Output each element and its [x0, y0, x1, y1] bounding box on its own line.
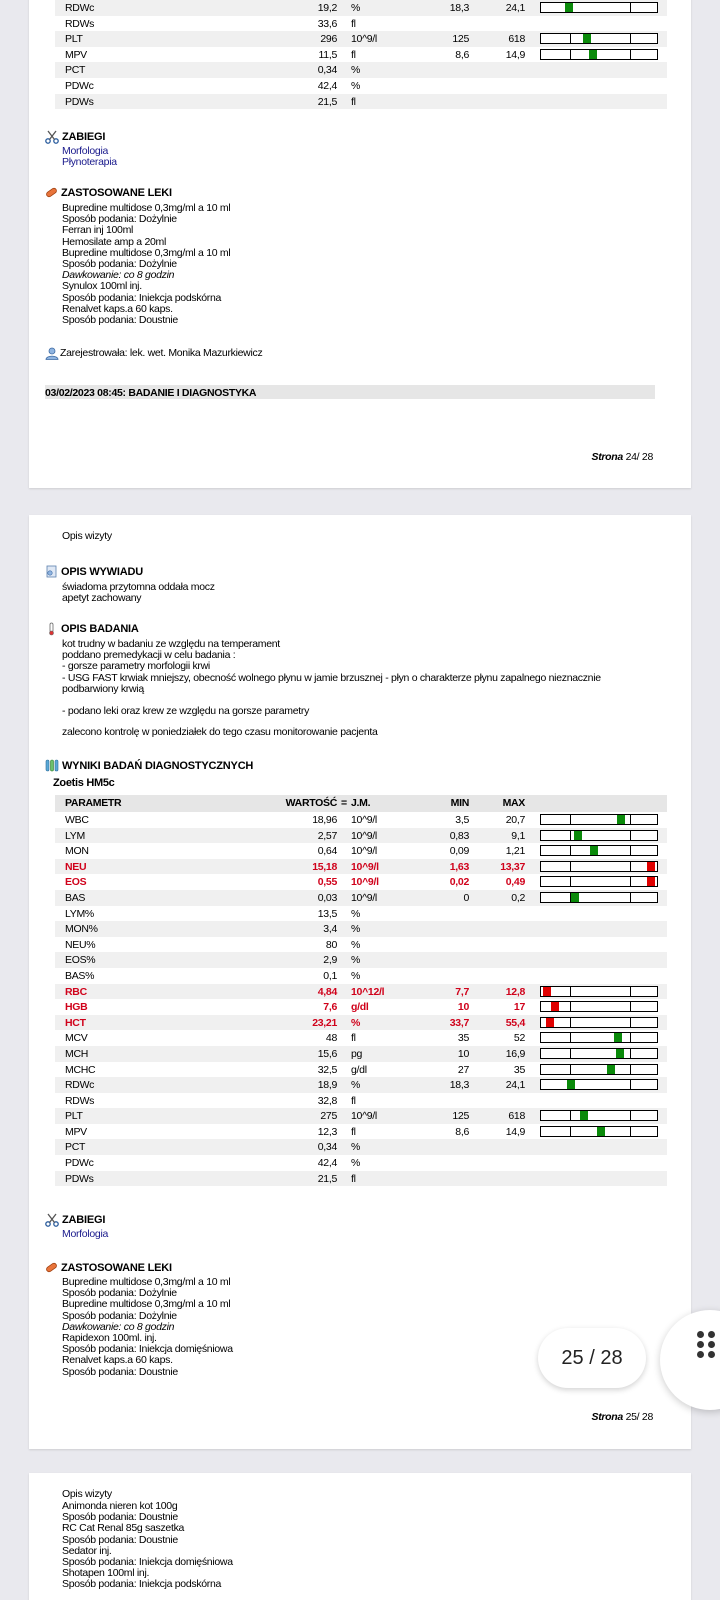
param-max: 52: [513, 1032, 525, 1045]
text-line: Sposób podania: Doustnie: [62, 1533, 178, 1546]
table-row: [55, 78, 667, 94]
range-bar: [540, 1032, 658, 1043]
param-unit: %: [351, 923, 361, 936]
param-max: 17: [513, 1001, 525, 1014]
param-unit: fl: [351, 1032, 356, 1045]
param-unit: pg: [351, 1047, 363, 1060]
param-max: 24,1: [505, 1079, 525, 1092]
text-line: poddano premedykacji w celu badania :: [62, 649, 236, 662]
scissors-icon: [45, 130, 59, 144]
param-unit: fl: [351, 48, 356, 61]
range-marker: [614, 1033, 622, 1042]
param-max: 20,7: [505, 814, 525, 826]
range-marker: [583, 34, 591, 43]
table-row: [55, 843, 667, 859]
text-line: Animonda nieren kot 100g: [62, 1500, 178, 1512]
range-bar: [540, 876, 658, 887]
range-bar: [540, 1064, 658, 1075]
param-unit: fl: [351, 1172, 356, 1185]
param-max: 12,8: [505, 985, 525, 998]
text-line: Sposób podania: Doustnie: [62, 314, 178, 327]
param-unit: g/dl: [351, 1001, 369, 1014]
badania-heading: [45, 622, 139, 636]
param-unit: 10^9/l: [351, 829, 377, 842]
param-unit: %: [351, 1141, 361, 1154]
range-bar: [540, 830, 658, 841]
param-name: HGB: [65, 1001, 88, 1014]
wyniki-title: WYNIKI BADAŃ DIAGNOSTYCZNYCH: [62, 760, 254, 772]
param-name: HCT: [65, 1016, 86, 1029]
page-number-value: 25/ 28: [625, 1411, 653, 1423]
table-row: [55, 874, 667, 890]
range-marker: [580, 1111, 588, 1120]
param-min: 35: [457, 1032, 469, 1045]
visit-description-title: Opis wizyty: [62, 1488, 112, 1500]
param-unit: fl: [351, 1125, 356, 1138]
param-name: MCV: [65, 1032, 88, 1045]
param-min: 33,7: [449, 1016, 469, 1029]
param-value: 0,34: [317, 64, 337, 77]
param-max: 24,1: [505, 2, 525, 14]
zabiegi-title: ZABIEGI: [62, 1214, 106, 1226]
param-name: MCH: [65, 1047, 89, 1060]
badania-title: OPIS BADANIA: [61, 623, 139, 635]
param-name: RDWs: [65, 17, 95, 30]
param-name: MCHC: [65, 1063, 96, 1076]
param-name: MON: [65, 845, 89, 858]
param-max: 618: [508, 33, 525, 46]
param-value: 296: [320, 33, 337, 46]
param-name: RDWc: [65, 1079, 95, 1092]
param-min: 10: [457, 1047, 469, 1060]
param-name: BAS: [65, 891, 86, 904]
range-marker: [543, 987, 551, 996]
param-name: MPV: [65, 48, 87, 61]
zabiegi-item: Morfologia: [62, 1228, 109, 1240]
table-header: [55, 795, 667, 812]
param-unit: 10^9/l: [351, 860, 379, 873]
table-row: [55, 828, 667, 844]
text-line: Sedator inj.: [62, 1544, 112, 1557]
param-min: 8,6: [455, 1125, 469, 1138]
page-number: [592, 452, 654, 463]
param-max: 9,1: [511, 829, 525, 842]
wywiad-line: apetyt zachowany: [62, 592, 142, 604]
header-parametr: PARAMETR: [65, 797, 122, 809]
table-row: [55, 1093, 667, 1109]
visit-date-header: [45, 385, 655, 399]
table-row: [55, 968, 667, 984]
text-line: - USG FAST krwiak mniejszy, obecność wolnego płynu w jamie brzusznej - płyn o charakterze płynu zapalnego nieznacznie: [62, 671, 601, 684]
text-line: Ferran inj 100ml: [62, 224, 134, 237]
page3-lines: [62, 1501, 233, 1591]
range-bar: [540, 1126, 658, 1137]
param-name: PDWs: [65, 1172, 94, 1185]
param-value: 42,4: [317, 1157, 337, 1170]
param-name: PDWc: [65, 1157, 94, 1170]
document-page-24: [29, 0, 691, 488]
table-row: [55, 890, 667, 906]
leki-title: ZASTOSOWANE LEKI: [61, 1261, 172, 1274]
visit-description-title: Opis wizyty: [62, 530, 112, 542]
table-row: [55, 952, 667, 968]
text-line: - gorsze parametry morfologii krwi: [62, 660, 210, 673]
param-unit: %: [351, 954, 361, 967]
zabiegi-heading: [45, 130, 105, 144]
results-table: [55, 795, 667, 1186]
text-line: Bupredine multidose 0,3mg/ml a 10 ml: [62, 1276, 231, 1288]
text-line: Sposób podania: Iniekcja podskórna: [62, 291, 222, 304]
table-row: [55, 999, 667, 1015]
leki-list: [62, 203, 230, 326]
table-row: [55, 1124, 667, 1140]
param-max: 16,9: [505, 1047, 525, 1060]
text-line: RC Cat Renal 85g saszetka: [62, 1522, 185, 1535]
table-row: [55, 31, 667, 47]
table-row: [55, 0, 667, 16]
range-bar: [540, 1001, 658, 1012]
range-bar: [540, 1048, 658, 1059]
param-value: 12,3: [317, 1125, 337, 1138]
table-row: [55, 47, 667, 63]
visit-date-text: 03/02/2023 08:45: BADANIE I DIAGNOSTYKA: [45, 387, 257, 399]
header-wartosc: WARTOŚĆ: [285, 797, 337, 809]
range-marker: [565, 3, 573, 12]
param-value: 0,1: [323, 969, 337, 982]
range-bar: [540, 2, 658, 13]
text-line: Shotapen 100ml inj.: [62, 1567, 150, 1580]
pill-icon: [45, 186, 58, 199]
zabiegi-heading: [45, 1213, 105, 1227]
param-name: WBC: [65, 814, 89, 826]
table-row: [55, 1015, 667, 1031]
param-value: 2,9: [323, 954, 337, 967]
param-max: 14,9: [505, 1125, 525, 1138]
param-min: 27: [457, 1063, 469, 1076]
param-name: RBC: [65, 985, 87, 998]
header-jm: J.M.: [351, 797, 371, 809]
text-line: Renalvet kaps.a 60 kaps.: [62, 302, 173, 315]
range-marker: [571, 893, 579, 902]
text-line: Sposób podania: Doustnie: [62, 1365, 178, 1378]
text-line: Sposób podania: Dożylnie: [62, 1287, 177, 1300]
user-icon: [45, 347, 59, 360]
param-name: EOS: [65, 876, 87, 889]
range-bar: [540, 861, 658, 872]
param-value: 21,5: [317, 95, 337, 108]
range-bar: [540, 892, 658, 903]
param-unit: 10^9/l: [351, 891, 377, 904]
text-line: Bupredine multidose 0,3mg/ml a 10 ml: [62, 1298, 231, 1311]
text-line: Sposób podania: Iniekcja podskórna: [62, 1578, 222, 1591]
param-name: BAS%: [65, 969, 95, 982]
param-max: 0,2: [511, 891, 525, 904]
page-label: Strona: [591, 1411, 623, 1423]
table-row: [55, 1171, 667, 1187]
header-eq: =: [341, 797, 347, 809]
param-min: 1,63: [449, 860, 469, 873]
table-row: [55, 62, 667, 78]
table-row: [55, 94, 667, 110]
param-min: 8,6: [455, 48, 469, 61]
range-marker: [647, 877, 655, 886]
param-name: NEU%: [65, 938, 96, 951]
range-marker: [551, 1002, 559, 1011]
param-unit: fl: [351, 95, 356, 108]
scissors-icon: [45, 1213, 59, 1227]
param-value: 32,8: [317, 1094, 337, 1107]
table-row: [55, 1077, 667, 1093]
text-line: Synulox 100ml inj.: [62, 280, 142, 293]
param-name: EOS%: [65, 954, 96, 967]
range-marker: [617, 815, 625, 824]
range-marker: [607, 1065, 615, 1074]
range-marker: [546, 1018, 554, 1027]
badania-lines: [62, 639, 601, 695]
param-name: PDWc: [65, 79, 94, 92]
param-unit: 10^9/l: [351, 814, 377, 826]
param-value: 48: [325, 1032, 337, 1045]
range-marker: [590, 846, 598, 855]
wywiad-title: OPIS WYWIADU: [61, 565, 143, 578]
param-value: 33,6: [317, 17, 337, 30]
table-row: [55, 1062, 667, 1078]
param-max: 618: [508, 1110, 525, 1123]
leki-title: ZASTOSOWANE LEKI: [61, 186, 172, 199]
param-unit: %: [351, 2, 361, 14]
param-value: 18,96: [312, 814, 337, 826]
wywiad-heading: [45, 565, 143, 578]
param-value: 19,2: [317, 2, 337, 14]
table-row: [55, 1139, 667, 1155]
text-line: Renalvet kaps.a 60 kaps.: [62, 1354, 173, 1367]
param-min: 18,3: [449, 1079, 469, 1092]
text-line: podbarwiony krwią: [62, 682, 144, 695]
param-max: 0,49: [505, 876, 525, 889]
document-user-icon: [45, 565, 58, 578]
param-value: 275: [320, 1110, 337, 1123]
badania-line: - podano leki oraz krew ze względu na gorsze parametry: [62, 705, 310, 717]
table-row: [55, 1046, 667, 1062]
range-bar: [540, 1110, 658, 1121]
param-name: PCT: [65, 1141, 86, 1154]
page-label: Strona: [591, 451, 623, 463]
param-max: 14,9: [505, 48, 525, 61]
param-unit: g/dl: [351, 1063, 367, 1076]
param-value: 15,6: [317, 1047, 337, 1060]
param-name: RDWs: [65, 1094, 95, 1107]
text-line: Sposób podania: Dożylnie: [62, 213, 177, 226]
badania-line: zalecono kontrolę w poniedziałek do tego czasu monitorowanie pacjenta: [62, 726, 378, 738]
param-min: 3,5: [455, 814, 469, 826]
param-unit: fl: [351, 17, 356, 30]
table-row: [55, 1155, 667, 1171]
param-unit: %: [351, 938, 361, 951]
text-line: Sposób podania: Iniekcja domięśniowa: [62, 1343, 233, 1356]
range-marker: [647, 862, 655, 871]
zabiegi-item: Płynoterapia: [62, 156, 117, 168]
param-name: MPV: [65, 1125, 87, 1138]
param-name: PCT: [65, 64, 86, 77]
param-min: 125: [452, 1110, 469, 1123]
param-value: 0,03: [317, 891, 337, 904]
param-unit: %: [351, 79, 361, 92]
table-row: [55, 812, 667, 828]
device-name: Zoetis HM5c: [53, 777, 115, 789]
param-value: 3,4: [323, 923, 337, 936]
param-min: 0,02: [449, 876, 469, 889]
param-unit: %: [351, 1016, 361, 1029]
range-bar: [540, 49, 658, 60]
page-indicator-text: 25 / 28: [561, 1346, 623, 1369]
table-row: [55, 937, 667, 953]
param-value: 2,57: [317, 829, 337, 842]
table-row: [55, 859, 667, 875]
range-bar: [540, 33, 658, 44]
param-value: 0,34: [317, 1141, 337, 1154]
param-unit: %: [351, 969, 361, 982]
range-bar: [540, 814, 658, 825]
param-unit: 10^9/l: [351, 1110, 377, 1123]
text-line: Sposób podania: Iniekcja domięśniowa: [62, 1556, 233, 1569]
param-name: LYM%: [65, 907, 94, 920]
param-max: 1,21: [505, 845, 525, 858]
zabiegi-title: ZABIEGI: [62, 131, 106, 143]
document-page-25: [29, 515, 691, 1449]
table-row: [55, 1108, 667, 1124]
range-bar: [540, 1079, 658, 1090]
thermometer-icon: [45, 622, 58, 636]
test-tubes-icon: [45, 759, 59, 773]
param-max: 55,4: [505, 1016, 525, 1029]
param-unit: 10^9/l: [351, 33, 377, 46]
param-min: 7,7: [455, 985, 469, 998]
text-line: Dawkowanie: co 8 godzin: [62, 1320, 175, 1333]
header-min: MIN: [450, 797, 469, 809]
param-min: 18,3: [449, 2, 469, 14]
param-name: PDWs: [65, 95, 94, 108]
param-name: PLT: [65, 1110, 83, 1123]
param-unit: %: [351, 907, 361, 920]
param-value: 4,84: [317, 985, 337, 998]
param-value: 15,18: [312, 860, 337, 873]
param-value: 18,9: [317, 1079, 337, 1092]
registered-by-text: Zarejestrowała: lek. wet. Monika Mazurkiewicz: [60, 346, 263, 359]
leki-list: [62, 1277, 233, 1378]
param-unit: 10^12/l: [351, 985, 385, 998]
param-value: 42,4: [317, 79, 337, 92]
param-unit: %: [351, 1157, 361, 1170]
param-name: MON%: [65, 923, 98, 936]
param-value: 21,5: [317, 1172, 337, 1185]
param-value: 11,5: [318, 48, 337, 61]
table-row: [55, 921, 667, 937]
table-row: [55, 984, 667, 1000]
range-marker: [589, 50, 597, 59]
text-line: kot trudny w badaniu ze względu na temperament: [62, 638, 280, 650]
param-unit: 10^9/l: [351, 876, 379, 889]
range-marker: [597, 1127, 605, 1136]
page-number-value: 24/ 28: [625, 451, 653, 463]
range-marker: [616, 1049, 624, 1058]
text-line: Bupredine multidose 0,3mg/ml a 10 ml: [62, 202, 231, 214]
text-line: Sposób podania: Dożylnie: [62, 1309, 177, 1322]
param-unit: fl: [351, 1094, 356, 1107]
range-marker: [567, 1080, 575, 1089]
text-line: Sposób podania: Doustnie: [62, 1511, 178, 1524]
leki-heading: [45, 1261, 172, 1274]
param-value: 80: [325, 938, 337, 951]
leki-heading: [45, 186, 172, 199]
param-name: PLT: [65, 33, 83, 46]
registered-by-line: [45, 347, 262, 360]
param-max: 13,37: [500, 860, 525, 873]
param-value: 23,21: [312, 1016, 337, 1029]
range-bar: [540, 845, 658, 856]
wywiad-line: świadoma przytomna oddała mocz: [62, 581, 215, 593]
param-value: 0,55: [317, 876, 337, 889]
range-marker: [574, 831, 582, 840]
param-max: 35: [513, 1063, 525, 1076]
text-line: Hemosilate amp a 20ml: [62, 235, 166, 248]
page-number: [592, 1412, 654, 1423]
param-unit: %: [351, 64, 361, 77]
text-line: Sposób podania: Dożylnie: [62, 258, 177, 271]
zabiegi-item: Morfologia: [62, 145, 109, 157]
document-page-26: [29, 1473, 691, 1600]
pill-icon: [45, 1261, 58, 1274]
param-unit: %: [351, 1079, 361, 1092]
param-value: 13,5: [317, 907, 337, 920]
param-name: RDWc: [65, 2, 95, 14]
text-line: Rapidexon 100ml. inj.: [62, 1332, 157, 1345]
param-value: 7,6: [323, 1001, 337, 1014]
table-row: [55, 16, 667, 32]
range-bar: [540, 1017, 658, 1028]
table-row: [55, 1030, 667, 1046]
param-min: 0,09: [449, 845, 469, 858]
param-value: 0,64: [317, 845, 337, 858]
range-bar: [540, 986, 658, 997]
param-min: 125: [452, 33, 469, 46]
param-min: 10: [457, 1001, 469, 1014]
text-line: Dawkowanie: co 8 godzin: [62, 269, 175, 282]
results-table: [55, 0, 667, 109]
wyniki-heading: [45, 759, 253, 773]
param-value: 32,5: [317, 1063, 337, 1076]
page-indicator[interactable]: [538, 1328, 646, 1388]
header-max: MAX: [502, 797, 525, 809]
param-min: 0: [463, 891, 469, 904]
param-unit: 10^9/l: [351, 845, 377, 858]
param-min: 0,83: [449, 829, 469, 842]
text-line: Bupredine multidose 0,3mg/ml a 10 ml: [62, 246, 231, 259]
param-name: NEU: [65, 860, 87, 873]
param-name: LYM: [65, 829, 85, 842]
table-row: [55, 906, 667, 922]
